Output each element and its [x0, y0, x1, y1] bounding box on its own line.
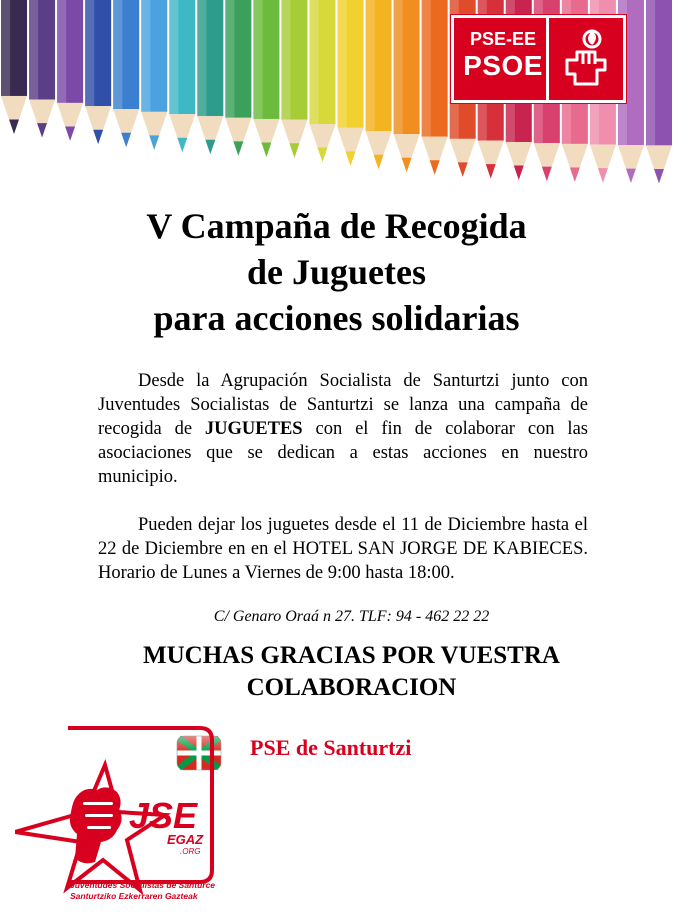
title-line3: para acciones solidarias: [153, 298, 520, 338]
pencil: [85, 0, 111, 144]
schedule-paragraph: [98, 513, 588, 585]
pencil: [57, 0, 83, 141]
pencil: [141, 0, 167, 150]
jse-logo-sub: EGAZ: [167, 832, 204, 847]
title-line1: V Campaña de Recogida: [146, 206, 527, 246]
jse-logo-org: .ORG: [180, 847, 201, 856]
psoe-logo: [451, 15, 626, 103]
pencil: [1, 0, 27, 134]
pencil: [338, 0, 364, 166]
logo-divider: [546, 18, 549, 100]
thanks-line1: MUCHAS GRACIAS POR VUESTRA: [143, 642, 560, 669]
thanks-message: [0, 640, 673, 704]
logo-line2: PSOE: [463, 50, 543, 81]
schedule-text: Pueden dejar los juguetes desde el 11 de Diciembre hasta el 22 de Diciembre en en el HOTEL SAN JORGE DE KABIECES. Horario de Lunes a Viernes de 9:00 hasta 18:00.: [98, 515, 588, 583]
pencil: [113, 0, 139, 147]
jse-logo-text: JSE: [129, 795, 198, 836]
intro-text-bold: JUGUETES: [204, 419, 303, 439]
pencil: [281, 0, 307, 158]
pencil: [29, 0, 55, 138]
jse-caption-line1: Juventudes Socialistas de Santurce: [70, 880, 216, 890]
pencil: [253, 0, 279, 157]
jse-caption-line2: Santurtziko Ezkerraren Gazteak: [70, 891, 198, 901]
pencil: [309, 0, 335, 162]
signature-pse-santurtzi: PSE de Santurtzi: [250, 735, 412, 760]
intro-text-before: Desde la Agrupación Socialista de Santurtzi junto con Juventudes Socialistas de Santurtzi se lanza una campaña de recogida de: [98, 371, 588, 439]
pencil: [197, 0, 223, 154]
address-line: C/ Genaro Oraá n 27. TLF: 94 - 462 22 22: [213, 608, 490, 625]
pencil: [646, 0, 672, 183]
pencil: [225, 0, 251, 156]
pencil: [169, 0, 195, 152]
thanks-line2: COLABORACION: [246, 674, 457, 701]
page-title: [0, 203, 673, 341]
title-line2: de Juguetes: [247, 252, 426, 292]
pencil: [394, 0, 420, 172]
logo-line1: PSE-EE: [469, 29, 537, 49]
intro-text-after: con el fin de colaborar con las asociaciones que se dedican a estas acciones en nuestro municipio.: [98, 419, 588, 487]
pencil: [422, 0, 448, 175]
intro-paragraph: [98, 369, 588, 489]
pencil: [366, 0, 392, 169]
fist-and-rose-icon: [559, 28, 619, 90]
